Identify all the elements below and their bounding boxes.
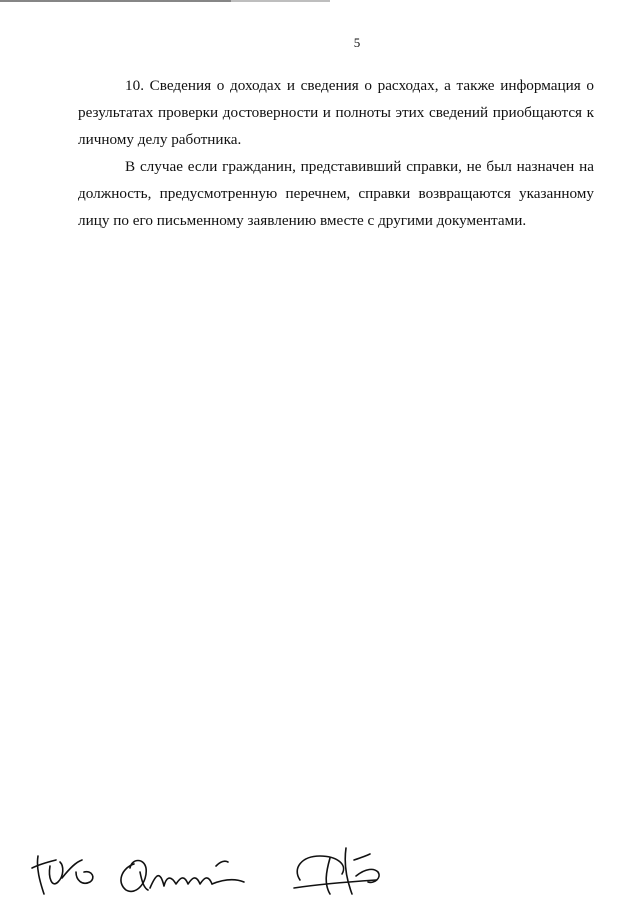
- paragraph-10: 10. Сведения о доходах и сведения о расходах, а также информация о результатах проверки достоверности и полноты этих сведений приобщаются к личному делу работника.: [78, 77, 594, 148]
- signature-1: [32, 856, 93, 894]
- scan-top-edge-rule: [0, 0, 330, 2]
- paragraph-return-documents: В случае если гражданин, представивший справки, не был назначен на должность, предусмотренную перечнем, справки возвращаются указанному лицу по его письменному заявлению вместе с другими документами.: [78, 158, 594, 229]
- signature-3: [294, 848, 379, 894]
- signatures-drawing: [30, 838, 410, 902]
- page-number: 5: [353, 35, 361, 50]
- signature-2: [121, 861, 244, 892]
- document-body: [78, 72, 594, 234]
- signature-block: [30, 838, 410, 902]
